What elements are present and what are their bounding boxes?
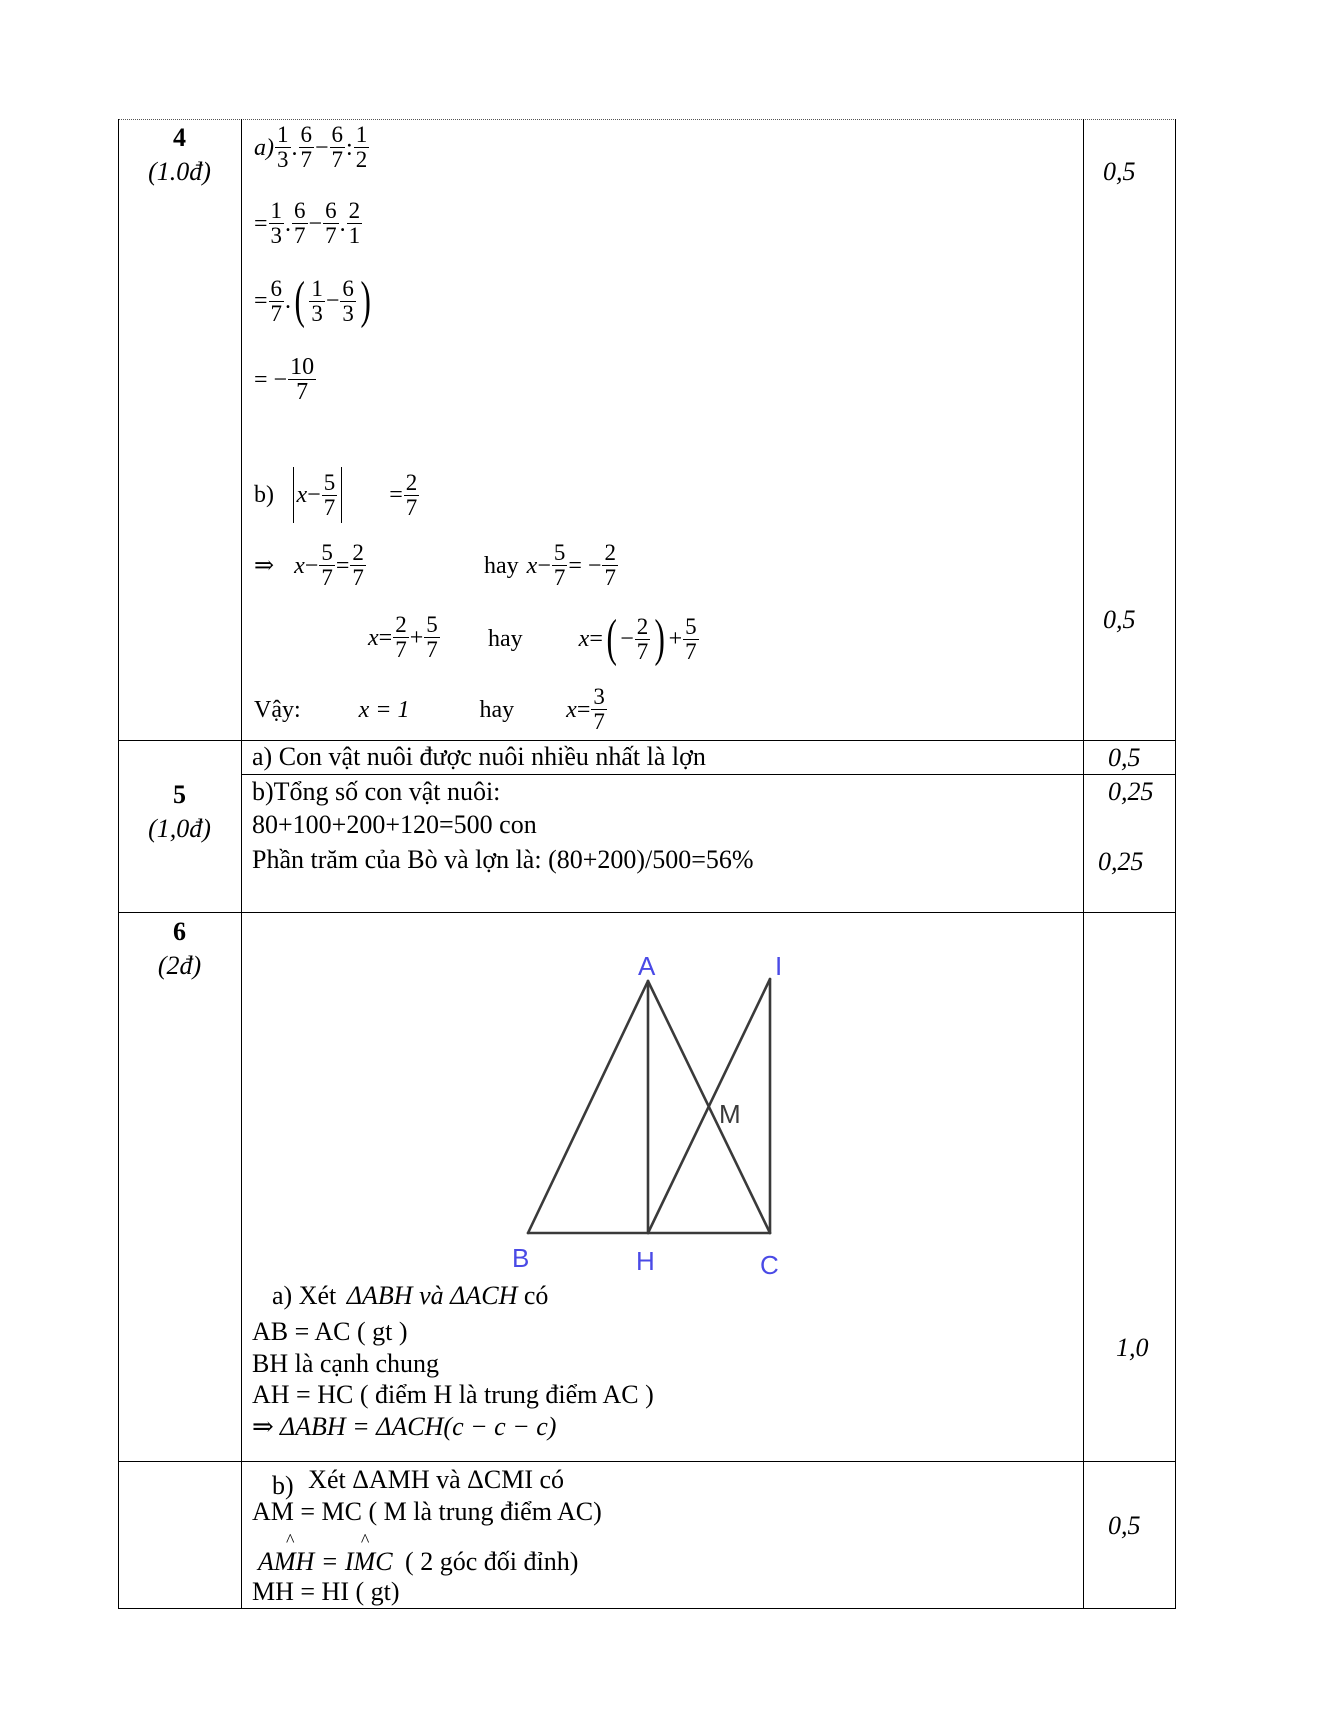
angle-IMC: ^ IMC — [344, 1530, 393, 1576]
q6a-line1: AB = AC ( gt ) — [252, 1317, 408, 1346]
fraction: $\frac{6}{3}$ — [342, 275, 354, 326]
q4a-expression-line2: = $\frac{1}{3}$ . $\frac{6}{7}$ − $\frac{6}{7}$ . $\frac{2}{1}$ — [254, 198, 361, 248]
fraction: $\frac{5}{7}$ — [426, 612, 438, 662]
fraction: $\frac{6}{7}$ — [294, 198, 306, 248]
score-q4a: 0,5 — [1103, 157, 1136, 186]
fraction: $\frac{1}{3}$ — [270, 198, 283, 248]
score-q6b: 0,5 — [1108, 1511, 1141, 1540]
row-divider-q4-q5 — [118, 740, 1176, 741]
q5b-heading: b)Tổng số con vật nuôi: — [252, 777, 501, 806]
column-divider-2 — [1083, 119, 1084, 1609]
question-points: (1,0đ) — [148, 814, 211, 843]
q4a-expression-line3: = $\frac{6}{7}$ .( $\frac{1}{3}$ − $\frac{6}{3}$ ) — [254, 272, 371, 329]
fraction: $\frac{2}{7}$ — [405, 469, 418, 520]
q5b-sum: 80+100+200+120=500 con — [252, 810, 537, 839]
table-left-border — [118, 119, 119, 1609]
fraction: $\frac{1}{2}$ — [355, 122, 368, 172]
fraction: $\frac{1}{3}$ — [277, 122, 289, 172]
fraction: $\frac{2}{7}$ — [604, 540, 616, 590]
row-divider-q6a-q6b — [118, 1461, 1176, 1462]
fraction: $\frac{5}{7}$ — [323, 469, 336, 520]
part-label: a) — [254, 134, 274, 161]
point-label-H: H — [636, 1246, 655, 1276]
answer-table — [118, 119, 1176, 1609]
fraction: $\frac{2}{7}$ — [352, 540, 364, 590]
q6b-angle-line: ^ AMH = ^ IMC ( 2 góc đối đỉnh) — [258, 1530, 579, 1576]
score-q5b1: 0,25 — [1108, 777, 1154, 806]
fraction: $\frac{6}{7}$ — [325, 198, 337, 248]
question-number: 5 — [173, 780, 186, 809]
angle-AMH: ^ AMH — [258, 1530, 315, 1576]
score-q5b2: 0,25 — [1098, 847, 1144, 876]
score-q4b: 0,5 — [1103, 605, 1136, 634]
question-number: 6 — [173, 917, 186, 946]
q6b-intro: b) Xét ΔAMH và ΔCMI có — [272, 1465, 565, 1500]
fraction: $\frac{5}{7}$ — [685, 613, 697, 664]
q6b-line1: AM = MC ( M là trung điểm AC) — [252, 1497, 602, 1526]
fraction: $\frac{2}{7}$ — [636, 613, 649, 664]
table-right-border — [1175, 119, 1176, 1609]
score-q5a: 0,5 — [1108, 743, 1141, 772]
q4b-solve: x= $\frac{2}{7}$ + $\frac{5}{7}$ — [368, 612, 438, 662]
q4b-case-split: ⇒ x− $\frac{5}{7}$ = $\frac{2}{7}$ — [254, 540, 364, 590]
q6a-conclusion: ⇒ ΔABH = ΔACH(c − c − c) — [252, 1412, 557, 1441]
table-top-border — [118, 119, 1176, 120]
fraction: $\frac{3}{7}$ — [593, 684, 605, 734]
score-q6a: 1,0 — [1116, 1333, 1149, 1362]
q4a-expression-line1: a) $\frac{1}{3}$ . $\frac{6}{7}$ − $\frac{6}{7}$ : $\frac{1}{2}$ — [254, 122, 368, 172]
question-points: (2đ) — [157, 951, 202, 980]
q4b-solve-alt: hay x=( − $\frac{2}{7}$ ) + $\frac{5}{7}$ — [488, 610, 697, 667]
fraction: $\frac{2}{7}$ — [395, 612, 407, 662]
question-points: (1.0đ) — [148, 157, 211, 186]
q6b-line3: MH = HI ( gt) — [252, 1577, 400, 1606]
q5b-percent: Phần trăm của Bò và lợn là: (80+200)/500=56% — [252, 845, 754, 874]
figure-labels — [498, 947, 938, 1280]
q4a-result: = − $\frac{10}{7}$ — [254, 354, 315, 405]
fraction: $\frac{2}{1}$ — [348, 198, 361, 248]
fraction: $\frac{5}{7}$ — [321, 540, 333, 590]
q6a-line2: BH là cạnh chung — [252, 1349, 440, 1378]
fraction: $\frac{5}{7}$ — [553, 540, 566, 590]
row-divider-q5a-q5b — [241, 774, 1176, 775]
q6a-line3: AH = HC ( điểm H là trung điểm AC ) — [252, 1380, 654, 1409]
question-number: 4 — [173, 123, 186, 152]
point-label-M: M — [719, 1099, 741, 1129]
q4b-conclusion: Vậy: x = 1 hay x= $\frac{3}{7}$ — [254, 684, 605, 734]
point-label-C: C — [760, 1250, 779, 1280]
fraction: $\frac{1}{3}$ — [311, 275, 323, 326]
fraction: $\frac{6}{7}$ — [331, 122, 344, 172]
fraction: $\frac{6}{7}$ — [300, 122, 312, 172]
point-label-B: B — [512, 1243, 530, 1273]
row-divider-q5-q6 — [118, 912, 1176, 913]
q4b-equation: b) x− $\frac{5}{7}$ = $\frac{2}{7}$ — [254, 467, 420, 523]
table-bottom-border — [118, 1608, 1176, 1609]
part-label: b) — [254, 482, 274, 508]
fraction: $\frac{10}{7}$ — [290, 354, 315, 405]
point-label-A: A — [638, 951, 656, 981]
point-label-I: I — [775, 951, 783, 981]
q5a-answer: a) Con vật nuôi được nuôi nhiều nhất là lợn — [252, 742, 706, 771]
q6a-intro: a) Xét ΔABH và ΔACH có — [272, 1281, 549, 1310]
fraction: $\frac{6}{7}$ — [270, 275, 283, 326]
q4b-case-split-alt: hay x− $\frac{5}{7}$ = − $\frac{2}{7}$ — [484, 540, 616, 590]
column-divider-1 — [241, 119, 242, 1609]
